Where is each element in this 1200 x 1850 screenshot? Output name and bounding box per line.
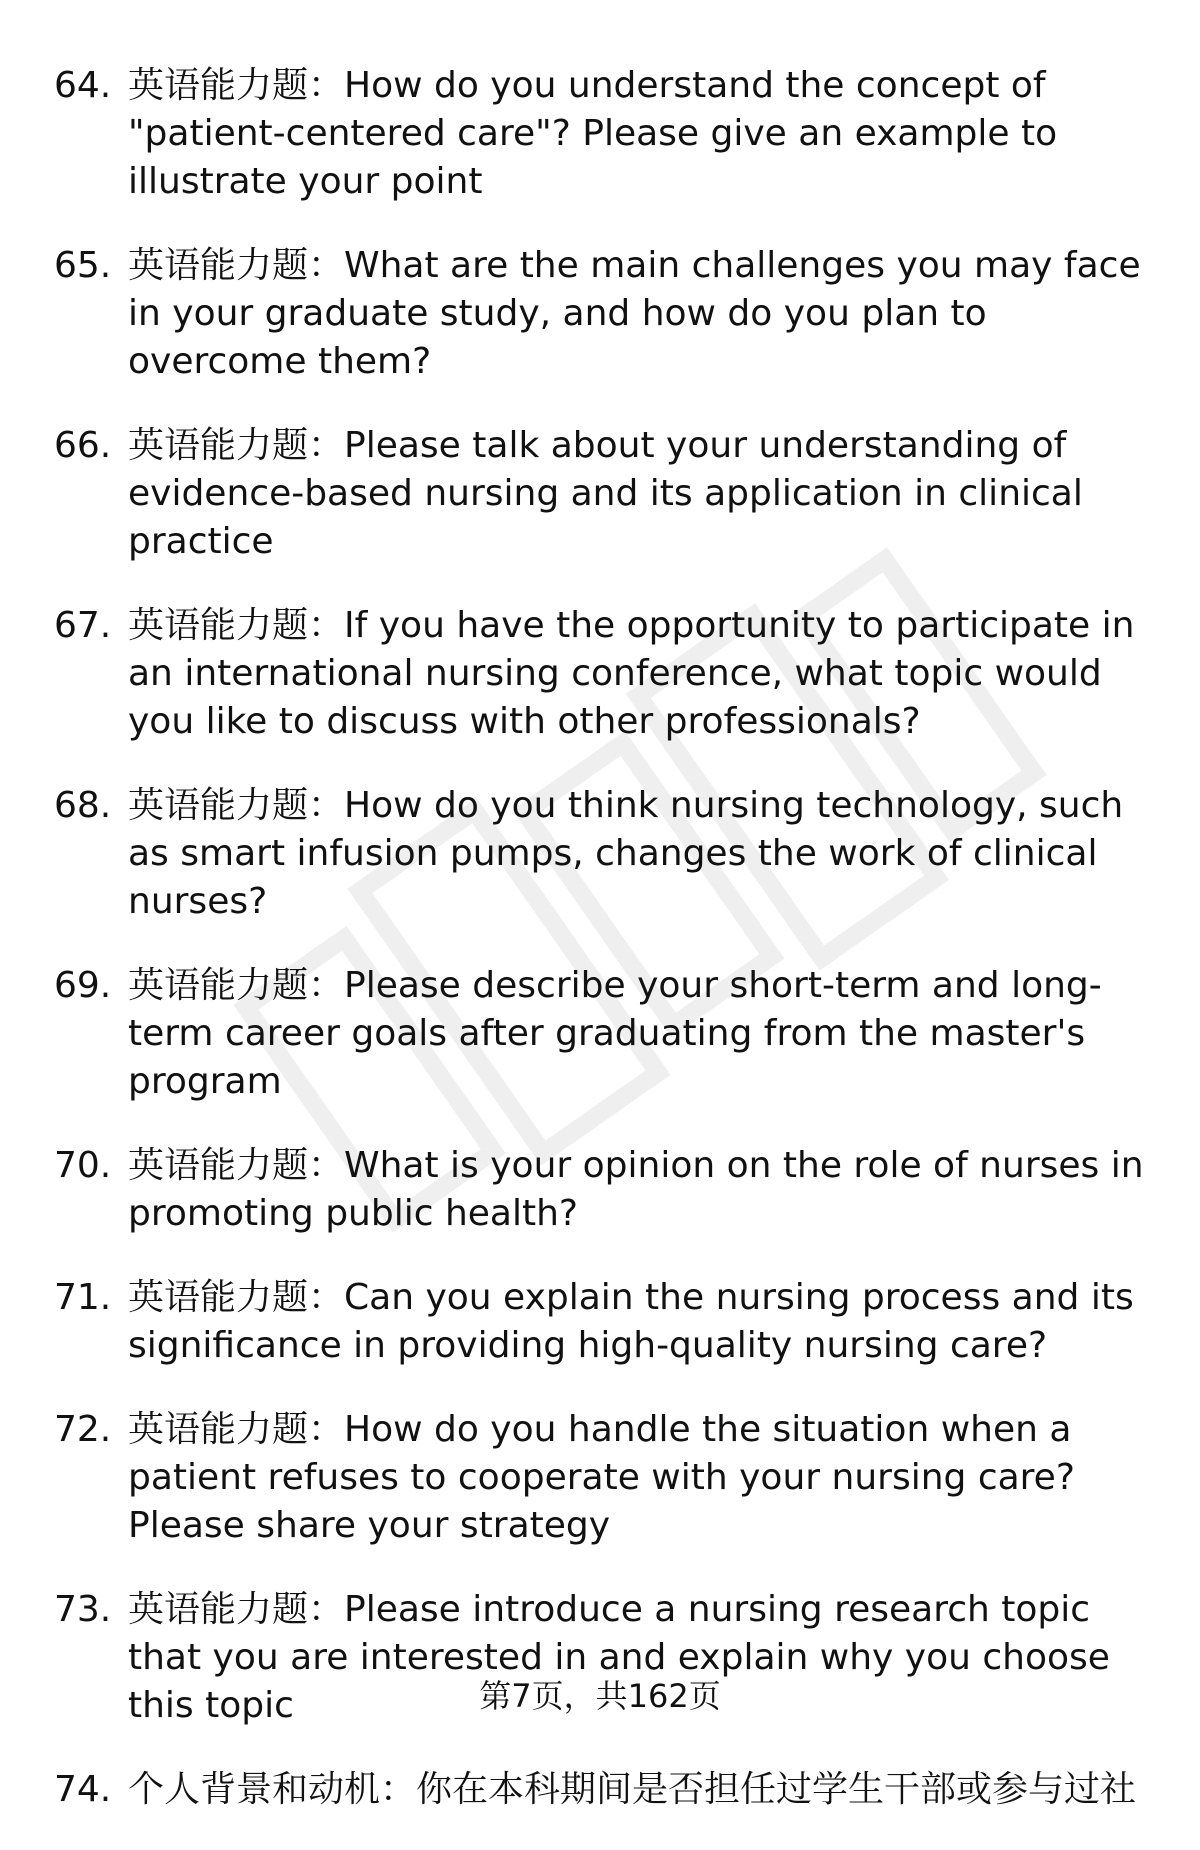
question-list <box>54 62 1164 1850</box>
item-number: 69. <box>54 965 112 1006</box>
item-text: 英语能力题：Please describe your short-term and long-term career goals after graduating from the master's program <box>128 965 1102 1102</box>
item-text: 英语能力题：Please introduce a nursing research topic that you are interested in and explain why you choose this topic <box>128 1589 1110 1726</box>
item-number: 71. <box>54 1277 112 1318</box>
item-number: 66. <box>54 425 112 466</box>
list-item <box>54 62 1164 206</box>
item-number: 68. <box>54 785 112 826</box>
list-item <box>54 962 1164 1106</box>
list-item <box>54 242 1164 386</box>
item-number: 70. <box>54 1145 112 1186</box>
item-text: 英语能力题：Can you explain the nursing process and its significance in providing high-quality nursing care? <box>128 1277 1134 1366</box>
item-text: 英语能力题：What is your opinion on the role of nurses in promoting public health? <box>128 1145 1144 1234</box>
list-item <box>54 1766 1164 1814</box>
list-item <box>54 1274 1164 1370</box>
list-item <box>54 1406 1164 1550</box>
item-text: 英语能力题：How do you think nursing technology, such as smart infusion pumps, changes the work of clinical nurses? <box>128 785 1124 922</box>
item-text: 英语能力题：Please talk about your understanding of evidence-based nursing and its application in clinical practice <box>128 425 1083 562</box>
list-item <box>54 422 1164 566</box>
list-item <box>54 782 1164 926</box>
list-item <box>54 1142 1164 1238</box>
item-number: 65. <box>54 245 112 286</box>
item-text: 英语能力题：How do you handle the situation when a patient refuses to cooperate with your nursing care? Please share your strategy <box>128 1409 1075 1546</box>
item-text: 个人背景和动机：你在本科期间是否担任过学生干部或参与过社 <box>128 1769 1137 1810</box>
item-number: 74. <box>54 1769 112 1810</box>
list-item <box>54 602 1164 746</box>
item-text: 英语能力题：What are the main challenges you may face in your graduate study, and how do you plan to overcome them? <box>128 245 1141 382</box>
item-number: 73. <box>54 1589 112 1630</box>
item-number: 64. <box>54 65 112 106</box>
item-text: 英语能力题：How do you understand the concept of "patient-centered care"? Please give an example to illustrate your point <box>128 65 1058 202</box>
item-number: 67. <box>54 605 112 646</box>
item-number: 72. <box>54 1409 112 1450</box>
page-footer: 第7页，共162页 <box>479 1677 721 1715</box>
item-text: 英语能力题：If you have the opportunity to participate in an international nursing conference, what topic would you like to discuss with other professionals? <box>128 605 1135 742</box>
